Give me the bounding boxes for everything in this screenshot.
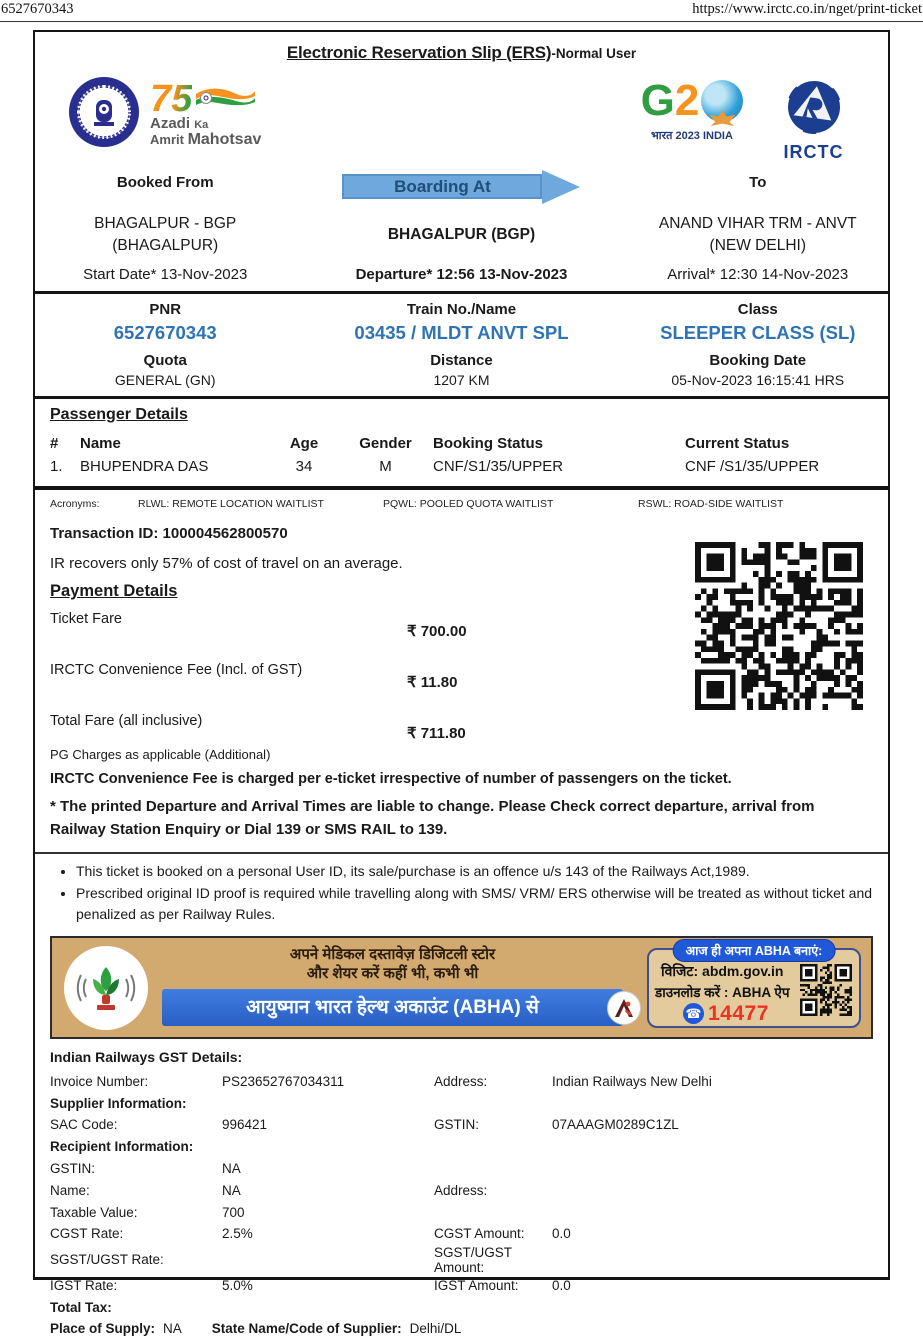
passenger-current-status: CNF /S1/35/UPPER — [685, 455, 873, 478]
gst-value: 2.5% — [222, 1226, 434, 1241]
passenger-table-header — [50, 432, 873, 455]
gst-row — [50, 1158, 873, 1180]
gst-section-row — [50, 1297, 873, 1319]
gst-value: 5.0% — [222, 1278, 434, 1293]
gst-label: SGST/UGST Amount: — [434, 1245, 552, 1275]
gst-row — [50, 1201, 873, 1223]
azadi-amrit: Amrit — [150, 132, 184, 147]
pnr-label: PNR — [50, 298, 280, 318]
passenger-booking-status: CNF/S1/35/UPPER — [433, 455, 685, 478]
g20-globe-lotus-icon — [701, 80, 743, 122]
irctc-wordmark: IRCTC — [766, 142, 861, 163]
abha-qr-code — [800, 964, 852, 1016]
gst-row — [50, 1179, 873, 1201]
g20-logo — [632, 80, 752, 143]
gst-row — [50, 1071, 873, 1093]
passenger-details-section — [50, 399, 873, 486]
print-header — [0, 0, 923, 22]
gst-label: IGST Rate: — [50, 1278, 222, 1293]
gst-value: 700 — [222, 1205, 434, 1220]
gst-label: GSTIN: — [50, 1161, 222, 1176]
gst-section-row — [50, 1092, 873, 1114]
passenger-row — [50, 455, 873, 486]
gst-row — [50, 1275, 873, 1297]
abha-cta-pill: आज ही अपना ABHA बनाएं: — [673, 939, 836, 962]
gst-value: PS23652767034311 — [222, 1074, 434, 1089]
abha-line1: अपने मेडिकल दस्तावेज़ डिजिटली स्टोर — [156, 945, 629, 965]
abha-visit-text: विजिट: abdm.gov.in — [649, 962, 859, 981]
convenience-fee-label: IRCTC Convenience Fee (Incl. of GST) — [50, 660, 407, 678]
journey-section — [50, 168, 873, 291]
abha-line2: और शेयर करें कहीं भी, कभी भी — [156, 964, 629, 984]
col-name: Name — [80, 432, 270, 455]
to-station: ANAND VIHAR TRM - ANVT (NEW DELHI) — [643, 213, 873, 258]
to-label: To — [643, 168, 873, 204]
passenger-name: BHUPENDRA DAS — [80, 455, 270, 478]
ticket-fare-label: Ticket Fare — [50, 609, 407, 627]
col-age: Age — [270, 432, 338, 455]
gst-heading: Indian Railways GST Details: — [50, 1049, 873, 1071]
convenience-fee-amount: ₹ 11.80 — [407, 660, 873, 691]
passenger-details-heading: Passenger Details — [50, 404, 873, 432]
train-value: 03435 / MLDT ANVT SPL — [280, 318, 642, 349]
gst-label: State Name/Code of Supplier: — [212, 1321, 402, 1336]
abha-band-text: आयुष्मान भारत हेल्थ अकाउंट (ABHA) से — [162, 989, 623, 1026]
azadi-mahotsav: Mahotsav — [188, 131, 262, 148]
gst-label: Place of Supply: — [50, 1321, 155, 1336]
abha-cta-box — [647, 948, 861, 1028]
azadi-ka: Ka — [194, 119, 208, 131]
gst-footer-row — [50, 1318, 873, 1339]
indian-railways-logo — [68, 76, 140, 148]
terms-item: • This ticket is booked on a personal User ID, its sale/purchase is an offence u/s 143 of the Railways Act,1989. — [76, 861, 873, 883]
terms-item: • Prescribed original ID proof is required while travelling along with SMS/ VRM/ ERS otherwise will be treated as without ticket and penalized as per Railway Rules. — [76, 883, 873, 926]
gst-value: 0.0 — [552, 1278, 873, 1293]
col-booking-status: Booking Status — [433, 432, 685, 455]
boarding-at-arrow — [342, 170, 580, 203]
booking-date-label: Booking Date — [643, 349, 873, 369]
abdm-logo — [64, 946, 148, 1030]
arrow-head-icon — [542, 170, 580, 204]
passenger-age: 34 — [270, 455, 338, 478]
irctc-logo — [766, 78, 861, 163]
page-title — [50, 32, 873, 68]
transaction-id: Transaction ID: 100004562800570 — [50, 525, 873, 542]
ticket-fare-amount: ₹ 700.00 — [407, 609, 873, 640]
quota-value: GENERAL (GN) — [50, 369, 280, 390]
passenger-gender: M — [338, 455, 433, 478]
start-date: Start Date* 13-Nov-2023 — [50, 266, 280, 291]
gst-label: Name: — [50, 1183, 222, 1198]
gst-label: Address: — [434, 1074, 552, 1089]
print-header-pnr: 6527670343 — [1, 1, 74, 18]
gst-label: CGST Amount: — [434, 1226, 552, 1241]
boarding-at-station: BHAGALPUR (BGP) — [388, 224, 535, 246]
gst-section-label: Total Tax: — [50, 1300, 222, 1315]
col-current-status: Current Status — [685, 432, 873, 455]
payment-details-heading: Payment Details — [50, 582, 873, 601]
ticket-frame — [33, 30, 890, 1280]
gst-label: SGST/UGST Rate: — [50, 1252, 222, 1267]
title-suffix: -Normal User — [551, 46, 636, 61]
irctc-emblem-icon — [785, 78, 843, 136]
gst-section-label: Supplier Information: — [50, 1096, 222, 1111]
abha-banner — [50, 936, 873, 1039]
gst-row — [50, 1223, 873, 1245]
gst-value: 07AAAGM0289C1ZL — [552, 1117, 873, 1132]
ayushman-bharat-icon — [607, 991, 641, 1025]
gst-label: SAC Code: — [50, 1117, 222, 1132]
gst-label: IGST Amount: — [434, 1278, 552, 1293]
booked-from-station: BHAGALPUR - BGP (BHAGALPUR) — [50, 213, 280, 258]
passenger-num: 1. — [50, 455, 80, 478]
train-label: Train No./Name — [280, 298, 642, 318]
booking-summary — [50, 294, 873, 396]
azadi-ka-amrit-mahotsav-logo — [150, 74, 280, 149]
gst-value: Indian Railways New Delhi — [552, 1074, 873, 1089]
gst-row — [50, 1114, 873, 1136]
class-value: SLEEPER CLASS (SL) — [643, 318, 873, 349]
tricolor-flag-icon — [194, 86, 256, 112]
logo-row — [50, 68, 873, 168]
acronyms-row — [50, 490, 873, 516]
distance-value: 1207 KM — [280, 369, 642, 390]
payment-section — [50, 516, 873, 741]
gst-label: Address: — [434, 1183, 552, 1198]
boarding-at-label: Boarding At — [342, 174, 542, 199]
col-gender: Gender — [338, 432, 433, 455]
times-change-note: * The printed Departure and Arrival Times are liable to change. Please Check correct departure, arrival from Railway Station Enquiry or Dial 139 or SMS RAIL to 139. — [50, 787, 873, 852]
gst-value: 996421 — [222, 1117, 434, 1132]
convenience-fee-note: IRCTC Convenience Fee is charged per e-ticket irrespective of number of passengers on the ticket. — [50, 762, 873, 787]
title-main: Electronic Reservation Slip (ERS) — [287, 43, 552, 62]
ir-recovery-note: IR recovers only 57% of cost of travel on an average. — [50, 542, 873, 572]
gst-value: NA — [163, 1321, 182, 1336]
terms-list — [50, 854, 873, 934]
acronyms-label: Acronyms: — [50, 498, 138, 510]
class-label: Class — [643, 298, 873, 318]
gst-section-row — [50, 1136, 873, 1158]
abha-phone-number: 14477 — [708, 1002, 769, 1026]
gst-row — [50, 1245, 873, 1275]
total-fare-amount: ₹ 711.80 — [407, 711, 873, 742]
gst-section — [50, 1043, 873, 1339]
acronym-rlwl: RLWL: REMOTE LOCATION WAITLIST — [138, 498, 383, 510]
pnr-value: 6527670343 — [50, 318, 280, 349]
quota-label: Quota — [50, 349, 280, 369]
departure-time: Departure* 12:56 13-Nov-2023 — [280, 266, 642, 291]
azadi-75: 75 — [150, 82, 192, 116]
abha-message — [156, 938, 629, 1037]
gst-value: NA — [222, 1183, 434, 1198]
gst-value: NA — [222, 1161, 434, 1176]
azadi-word: Azadi — [150, 115, 190, 132]
gst-label: CGST Rate: — [50, 1226, 222, 1241]
gst-section-label: Recipient Information: — [50, 1139, 222, 1154]
gst-value: Delhi/DL — [410, 1321, 462, 1336]
print-header-url: https://www.irctc.co.in/nget/print-ticket — [692, 1, 922, 18]
pg-charges-note: PG Charges as applicable (Additional) — [50, 741, 873, 762]
col-num: # — [50, 432, 80, 455]
gst-label: Invoice Number: — [50, 1074, 222, 1089]
arrival-time: Arrival* 12:30 14-Nov-2023 — [643, 266, 873, 291]
gst-label: Taxable Value: — [50, 1205, 222, 1220]
acronym-rswl: RSWL: ROAD-SIDE WAITLIST — [638, 498, 873, 510]
g20-digit-2: 2 — [675, 81, 699, 121]
ticket-qr-code — [695, 542, 863, 710]
phone-icon: ☎ — [683, 1003, 704, 1024]
total-fare-label: Total Fare (all inclusive) — [50, 711, 407, 729]
g20-letter-g: G — [641, 81, 675, 121]
gst-label: GSTIN: — [434, 1117, 552, 1132]
g20-caption: भारत 2023 INDIA — [632, 128, 752, 143]
distance-label: Distance — [280, 349, 642, 369]
booking-date-value: 05-Nov-2023 16:15:41 HRS — [643, 369, 873, 390]
fare-row — [50, 711, 873, 754]
abha-download-text: डाउनलोड करें : ABHA ऐप — [649, 981, 859, 1002]
gst-value: 0.0 — [552, 1226, 873, 1241]
acronym-pqwl: PQWL: POOLED QUOTA WAITLIST — [383, 498, 638, 510]
booked-from-label: Booked From — [50, 168, 280, 204]
